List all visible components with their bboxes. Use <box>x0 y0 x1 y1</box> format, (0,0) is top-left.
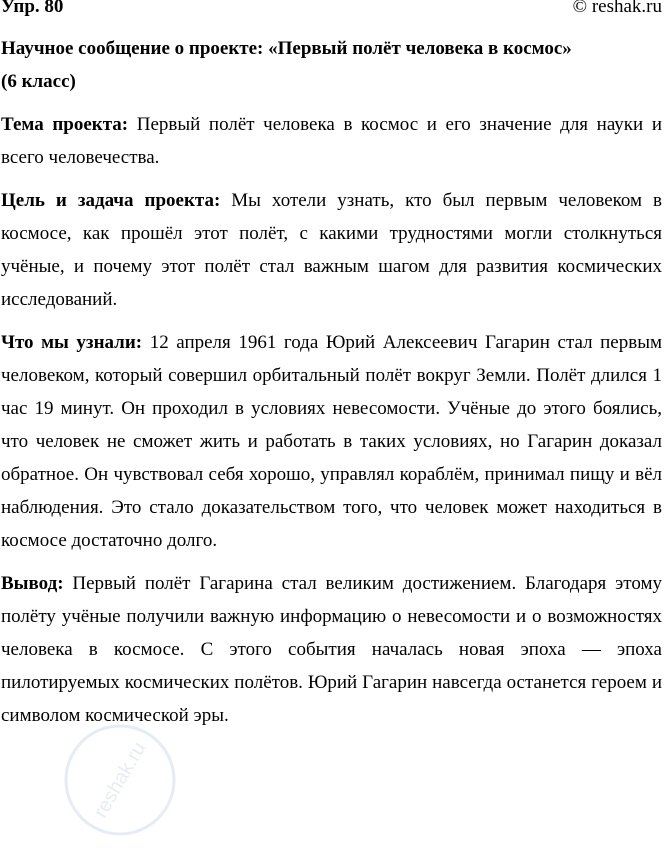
watermark-text: reshak.ru <box>89 738 151 822</box>
section-goal <box>1 184 662 316</box>
exercise-number: Упр. 80 <box>1 0 64 17</box>
section-conclusion <box>1 567 662 732</box>
header-row <box>1 0 662 18</box>
section-topic <box>1 108 662 174</box>
section-conclusion-label: Вывод: <box>1 573 64 594</box>
document-title <box>1 32 662 98</box>
section-topic-text: Первый полёт человека в космос и его значение для науки и всего человечества. <box>1 114 662 168</box>
title-line-2: (6 класс) <box>1 71 76 92</box>
section-topic-label: Тема проекта: <box>1 114 129 135</box>
section-findings-text: 12 апреля 1961 года Юрий Алексеевич Гагарин стал первым человеком, который совершил орбитальный полёт вокруг Земли. Полёт длился 1 час 19 минут. Он проходил в условиях невесомости. Учёные до этого боялись, что человек не сможет жить и работать в таких условиях, но Гагарин доказал обратное. Он чувствовал себя хорошо, управлял кораблём, принимал пищу и вёл наблюдения. Это стало доказательством того, что человек может находиться в космосе достаточно долго. <box>1 332 662 551</box>
section-goal-text: Мы хотели узнать, кто был первым человеком в космосе, как прошёл этот полёт, с какими трудностями могли столкнуться учёные, и почему этот полёт стал важным шагом для развития космических исследований. <box>1 190 663 310</box>
section-findings <box>1 326 662 557</box>
site-credit: © reshak.ru <box>572 0 662 17</box>
section-conclusion-text: Первый полёт Гагарина стал великим достижением. Благодаря этому полёту учёные получили важную информацию о невесомости и о возможностях человека в космосе. С этого события началась новая эпоха — эпоха пилотируемых космических полётов. Юрий Гагарин навсегда останется героем и символом космической эры. <box>1 573 662 726</box>
section-findings-label: Что мы узнали: <box>1 332 143 353</box>
section-goal-label: Цель и задача проекта: <box>1 190 221 211</box>
title-line-1: Научное сообщение о проекте: «Первый полёт человека в космос» <box>1 38 572 59</box>
